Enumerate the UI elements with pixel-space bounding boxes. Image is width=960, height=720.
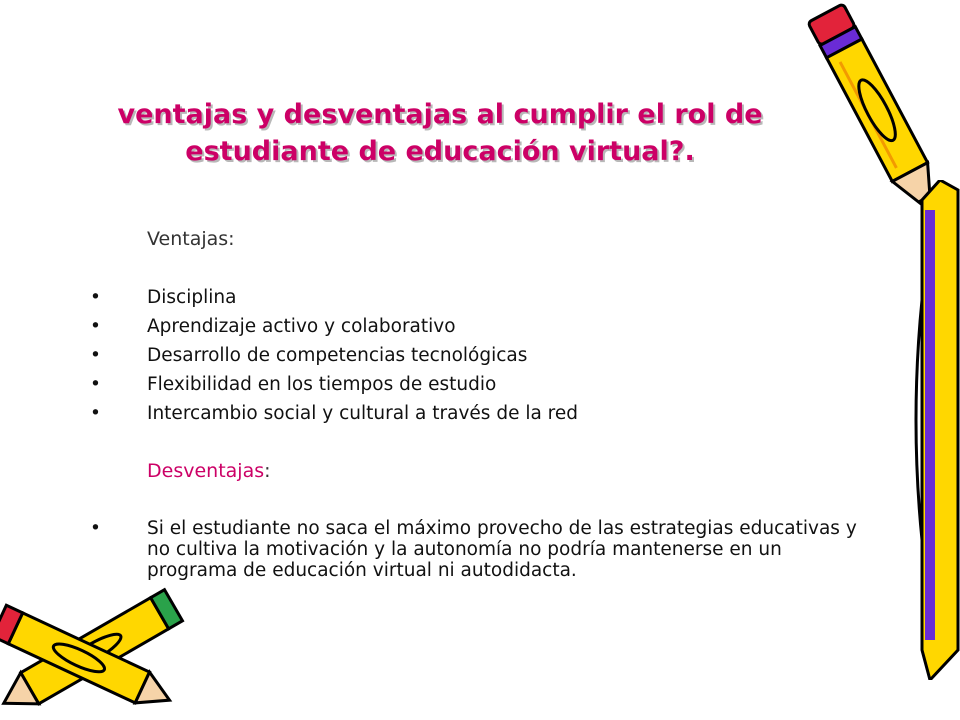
bullet-icon: •	[90, 316, 101, 337]
advantages-label-text: Ventajas	[147, 228, 229, 250]
list-item-text: Disciplina	[147, 287, 237, 308]
bullet-icon: •	[90, 345, 101, 366]
list-item	[90, 374, 860, 395]
list-item	[90, 316, 860, 337]
list-item	[90, 403, 860, 424]
disadvantages-label-suffix: :	[264, 460, 271, 482]
disadvantages-label-text: Desventajas	[147, 460, 265, 482]
title-line-2: estudiante de educación virtual?.	[185, 136, 695, 167]
pencil-icon	[900, 180, 960, 680]
title-line-1: ventajas y desventajas al cumplir el rol de	[117, 99, 763, 130]
list-item-text: Si el estudiante no saca el máximo provecho de las estrategias educativas y no cultiva la motivación y la autonomía no podría mantenerse en un programa de educación virtual ni autodidacta.	[147, 518, 857, 581]
bullet-icon: •	[90, 374, 101, 395]
advantages-list	[90, 287, 860, 432]
bullet-icon: •	[90, 518, 101, 539]
list-item-text: Aprendizaje activo y colaborativo	[147, 316, 456, 337]
list-item	[90, 287, 860, 308]
bullet-icon: •	[90, 403, 101, 424]
bullet-icon: •	[90, 287, 101, 308]
list-item-text: Intercambio social y cultural a través de la red	[147, 403, 579, 424]
slide-title	[90, 96, 790, 170]
list-item	[90, 518, 860, 581]
advantages-label	[147, 228, 235, 250]
list-item-text: Desarrollo de competencias tecnológicas	[147, 345, 528, 366]
disadvantages-list	[90, 518, 860, 581]
disadvantages-label	[147, 460, 271, 482]
list-item	[90, 345, 860, 366]
advantages-label-suffix: :	[228, 228, 235, 250]
pencil-icon	[0, 570, 200, 720]
list-item-text: Flexibilidad en los tiempos de estudio	[147, 374, 497, 395]
